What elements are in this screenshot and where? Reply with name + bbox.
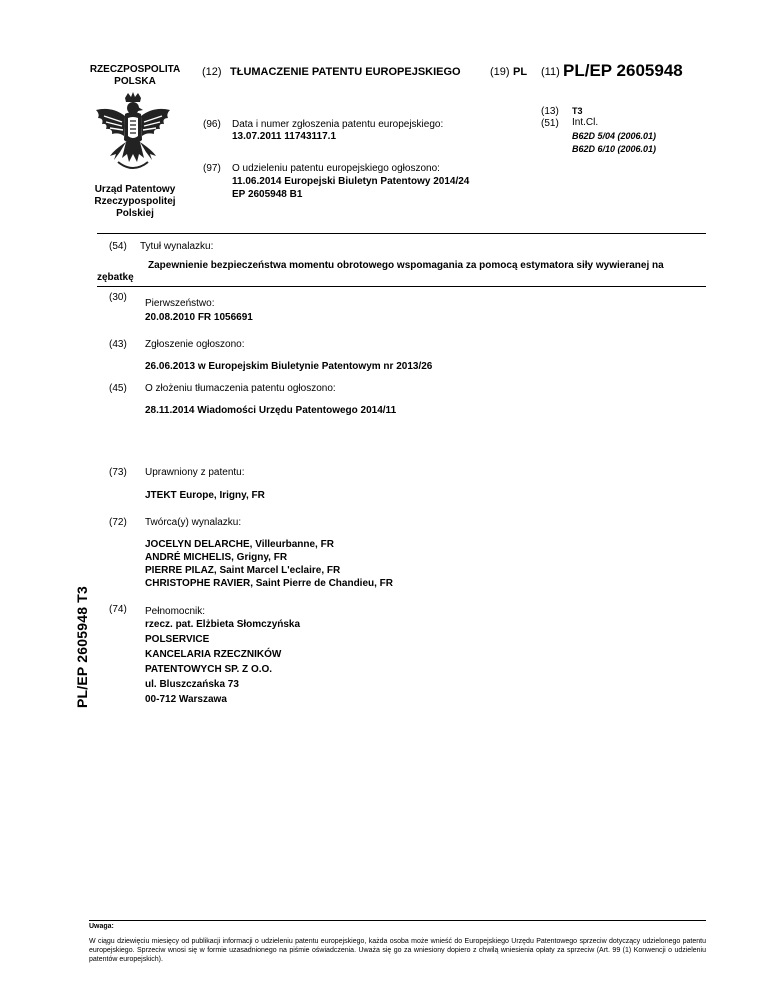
inventor-item: PIERRE PILAZ, Saint Marcel L'eclaire, FR <box>145 565 341 576</box>
side-patent-label: PL/EP 2605948 T3 <box>74 585 90 708</box>
country-code: PL <box>513 66 528 78</box>
translation-value: 28.11.2014 Wiadomości Urzędu Patentowego 2014/11 <box>145 405 397 416</box>
office-line2: Rzeczypospolitej <box>94 196 176 207</box>
country-line2: POLSKA <box>114 76 156 87</box>
agent-line: PATENTOWYCH SP. Z O.O. <box>145 664 273 675</box>
code-13: (13) <box>541 106 559 117</box>
divider-top <box>97 233 706 234</box>
note-label: Uwaga: <box>89 923 114 930</box>
inventor-item: CHRISTOPHE RAVIER, Saint Pierre de Chandieu, FR <box>145 578 394 589</box>
code-51: (51) <box>541 118 559 129</box>
code-30: (30) <box>109 292 127 303</box>
grant-value-2: EP 2605948 B1 <box>232 189 303 200</box>
application-label: Data i numer zgłoszenia patentu europejskiego: <box>232 119 444 130</box>
code-73: (73) <box>109 467 127 478</box>
patent-office-name <box>70 184 200 220</box>
intcl-class-1: B62D 5/04 (2006.01) <box>572 131 657 141</box>
grant-label: O udzieleniu patentu europejskiego ogłoszono: <box>232 163 440 174</box>
office-line3: Polskiej <box>116 208 154 219</box>
inventor-item: ANDRÉ MICHELIS, Grigny, FR <box>145 552 288 563</box>
patent-number: PL/EP 2605948 <box>563 61 683 80</box>
agent-line: POLSERVICE <box>145 634 210 645</box>
agent-line: KANCELARIA RZECZNIKÓW <box>145 649 282 660</box>
note-text: W ciągu dziewięciu miesięcy od publikacji informacji o udzieleniu patentu europejskiego, każda osoba może wnieść do Europejskiego Urzędu Patentowego sprzeciw dotyczący udzielonego patentu europejskiego. Sprzeciw wnosi się w formie uzasadnionego na piśmie oświadczenia. Uważa się go za wniesiony dopiero z chwilą wniesienia opłaty za sprzeciw (Art. 99 (1) Konwencji o udzieleniu patentów europejskich). <box>89 938 706 963</box>
agent-details <box>145 619 300 709</box>
agent-line: ul. Bluszczańska 73 <box>145 679 239 690</box>
inventor-item: JOCELYN DELARCHE, Villeurbanne, FR <box>145 539 334 550</box>
code-97: (97) <box>203 163 221 174</box>
agent-line: rzecz. pat. Elżbieta Słomczyńska <box>145 619 301 630</box>
code-12: (12) <box>202 66 222 78</box>
document-type: TŁUMACZENIE PATENTU EUROPEJSKIEGO <box>230 66 461 78</box>
owner-value: JTEKT Europe, Irigny, FR <box>145 490 265 501</box>
title-label: Tytuł wynalazku: <box>140 241 214 252</box>
inventors-list <box>145 539 393 591</box>
priority-label: Pierwszeństwo: <box>145 298 215 309</box>
publication-label: Zgłoszenie ogłoszono: <box>145 339 245 350</box>
code-74: (74) <box>109 604 127 615</box>
code-96: (96) <box>203 119 221 130</box>
polish-eagle-emblem <box>92 92 174 180</box>
divider-footer <box>89 920 706 921</box>
country-name <box>80 64 190 88</box>
kind-code: T3 <box>572 106 583 116</box>
grant-value-1: 11.06.2014 Europejski Biuletyn Patentowy 2014/24 <box>232 176 470 187</box>
title-line-2: zębatkę <box>97 272 134 283</box>
code-11: (11) <box>541 66 560 78</box>
code-72: (72) <box>109 517 127 528</box>
owner-label: Uprawniony z patentu: <box>145 467 245 478</box>
title-line-1: Zapewnienie bezpieczeństwa momentu obrotowego wspomagania za pomocą estymatora siły wywieranej na <box>148 260 664 271</box>
intcl-label: Int.Cl. <box>572 117 599 128</box>
code-45: (45) <box>109 383 127 394</box>
intcl-class-2: B62D 6/10 (2006.01) <box>572 144 657 154</box>
translation-label: O złożeniu tłumaczenia patentu ogłoszono: <box>145 383 336 394</box>
code-19: (19) <box>490 66 510 78</box>
divider-title <box>97 286 706 287</box>
agent-line: 00-712 Warszawa <box>145 694 227 705</box>
publication-value: 26.06.2013 w Europejskim Biuletynie Patentowym nr 2013/26 <box>145 361 433 372</box>
agent-label: Pełnomocnik: <box>145 606 206 617</box>
code-43: (43) <box>109 339 127 350</box>
priority-value: 20.08.2010 FR 1056691 <box>145 312 253 323</box>
code-54: (54) <box>109 241 127 252</box>
application-value: 13.07.2011 11743117.1 <box>232 131 337 142</box>
office-line1: Urząd Patentowy <box>94 184 176 195</box>
inventors-label: Twórca(y) wynalazku: <box>145 517 242 528</box>
country-line1: RZECZPOSPOLITA <box>89 64 181 75</box>
